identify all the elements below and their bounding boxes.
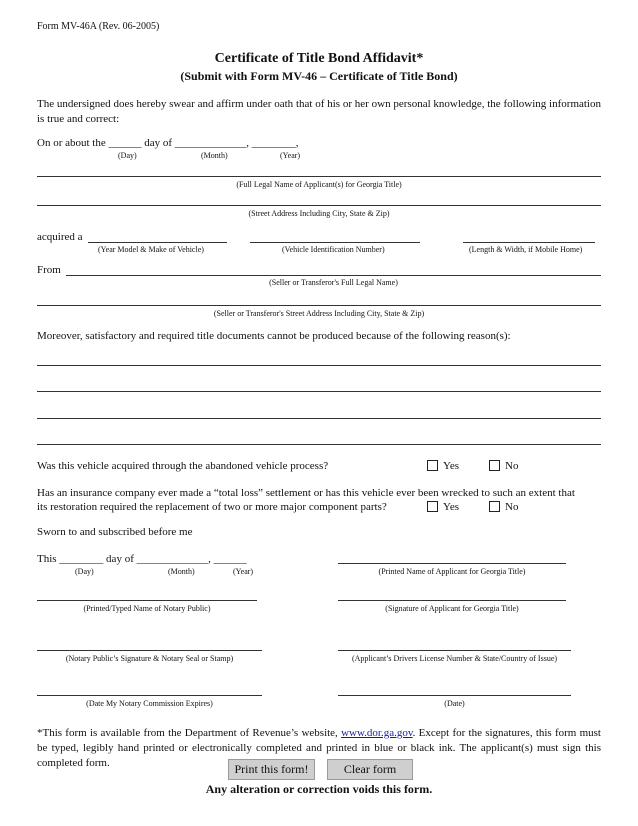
this-month-caption: (Month) — [168, 567, 195, 576]
insurance-yes-checkbox[interactable] — [427, 501, 438, 512]
vehicle-model-line[interactable] — [88, 242, 227, 243]
reason-line-1[interactable] — [37, 365, 601, 366]
seller-address-line[interactable] — [37, 305, 601, 306]
reason-line-2[interactable] — [37, 391, 601, 392]
dor-website-link[interactable]: www.dor.ga.gov — [341, 727, 413, 739]
seller-address-caption: (Seller or Transferor's Street Address Including City, State & Zip) — [213, 309, 425, 318]
abandoned-no-checkbox[interactable] — [489, 460, 500, 471]
form-number: Form MV-46A (Rev. 06-2005) — [37, 21, 160, 32]
notary-signature-line[interactable] — [37, 650, 262, 651]
license-line[interactable] — [338, 650, 571, 651]
vehicle-model-caption: (Year Model & Make of Vehicle) — [98, 245, 204, 254]
vin-caption: (Vehicle Identification Number) — [282, 245, 385, 254]
commission-caption: (Date My Notary Commission Expires) — [86, 699, 213, 708]
day-caption: (Day) — [118, 151, 137, 160]
reason-line-3[interactable] — [37, 418, 601, 419]
alteration-warning: Any alteration or correction voids this form. — [205, 782, 433, 796]
mobile-home-size-line[interactable] — [463, 242, 595, 243]
this-day-text: This ________ day of _____________, ______ — [37, 553, 247, 565]
intro-paragraph: The undersigned does hereby swear and affirm under oath that of his or her own personal knowledge, the following information is true and correct: — [37, 98, 601, 125]
year-caption: (Year) — [280, 151, 301, 160]
page-title: Certificate of Title Bond Affidavit* — [214, 51, 424, 66]
notary-signature-caption: (Notary Public’s Signature & Notary Seal or Stamp) — [65, 654, 234, 663]
insurance-no-checkbox[interactable] — [489, 501, 500, 512]
this-day-caption: (Day) — [75, 567, 94, 576]
seller-name-line[interactable] — [66, 275, 601, 276]
sworn-text: Sworn to and subscribed before me — [37, 526, 193, 538]
reasons-text: Moreover, satisfactory and required title documents cannot be produced because of the following reason(s): — [37, 330, 511, 342]
abandoned-yes-label: Yes — [443, 460, 460, 472]
abandoned-question: Was this vehicle acquired through the abandoned vehicle process? — [37, 460, 329, 472]
license-caption: (Applicant’s Drivers License Number & State/Country of Issue) — [351, 654, 558, 663]
reason-line-4[interactable] — [37, 444, 601, 445]
print-form-button[interactable]: Print this form! — [228, 759, 315, 780]
applicant-address-caption: (Street Address Including City, State & Zip) — [248, 209, 390, 218]
insurance-no-label: No — [505, 501, 519, 513]
applicant-name-line[interactable] — [37, 176, 601, 177]
footnote-part-1: *This form is available from the Department of Revenue’s website, — [37, 727, 342, 739]
date-caption: (Date) — [444, 699, 465, 708]
page-subtitle: (Submit with Form MV-46 – Certificate of Title Bond) — [180, 69, 458, 83]
printed-applicant-caption: (Printed Name of Applicant for Georgia Title) — [378, 567, 526, 576]
notary-printed-caption: (Printed/Typed Name of Notary Public) — [83, 604, 211, 613]
month-caption: (Month) — [201, 151, 228, 160]
footnote — [37, 726, 601, 771]
applicant-name-caption: (Full Legal Name of Applicant(s) for Georgia Title) — [236, 180, 402, 189]
on-or-about-text: On or about the ______ day of _____________, ________, — [37, 137, 299, 149]
from-label: From — [37, 264, 61, 276]
notary-printed-line[interactable] — [37, 600, 257, 601]
seller-name-caption: (Seller or Transferor's Full Legal Name) — [269, 278, 398, 287]
clear-form-button[interactable]: Clear form — [327, 759, 413, 780]
printed-applicant-line[interactable] — [338, 563, 566, 564]
abandoned-no-label: No — [505, 460, 519, 472]
this-year-caption: (Year) — [233, 567, 254, 576]
insurance-question-line-2: its restoration required the replacement of two or more major component parts? — [37, 501, 387, 513]
mobile-home-size-caption: (Length & Width, if Mobile Home) — [469, 245, 583, 254]
footnote-part-2: . Except for the signatures, this form must be typed, legibly hand printed or electronically completed and printed in blue or black ink. The applicant(s) must sign this completed form. — [37, 727, 601, 769]
date-line[interactable] — [338, 695, 571, 696]
insurance-question-line-1: Has an insurance company ever made a “total loss” settlement or has this vehicle ever been wrecked to such an extent that — [37, 487, 575, 499]
insurance-yes-label: Yes — [443, 501, 460, 513]
acquired-label: acquired a — [37, 231, 83, 243]
applicant-address-line[interactable] — [37, 205, 601, 206]
applicant-signature-line[interactable] — [338, 600, 566, 601]
abandoned-yes-checkbox[interactable] — [427, 460, 438, 471]
applicant-signature-caption: (Signature of Applicant for Georgia Title) — [385, 604, 519, 613]
commission-line[interactable] — [37, 695, 262, 696]
vin-line[interactable] — [250, 242, 420, 243]
